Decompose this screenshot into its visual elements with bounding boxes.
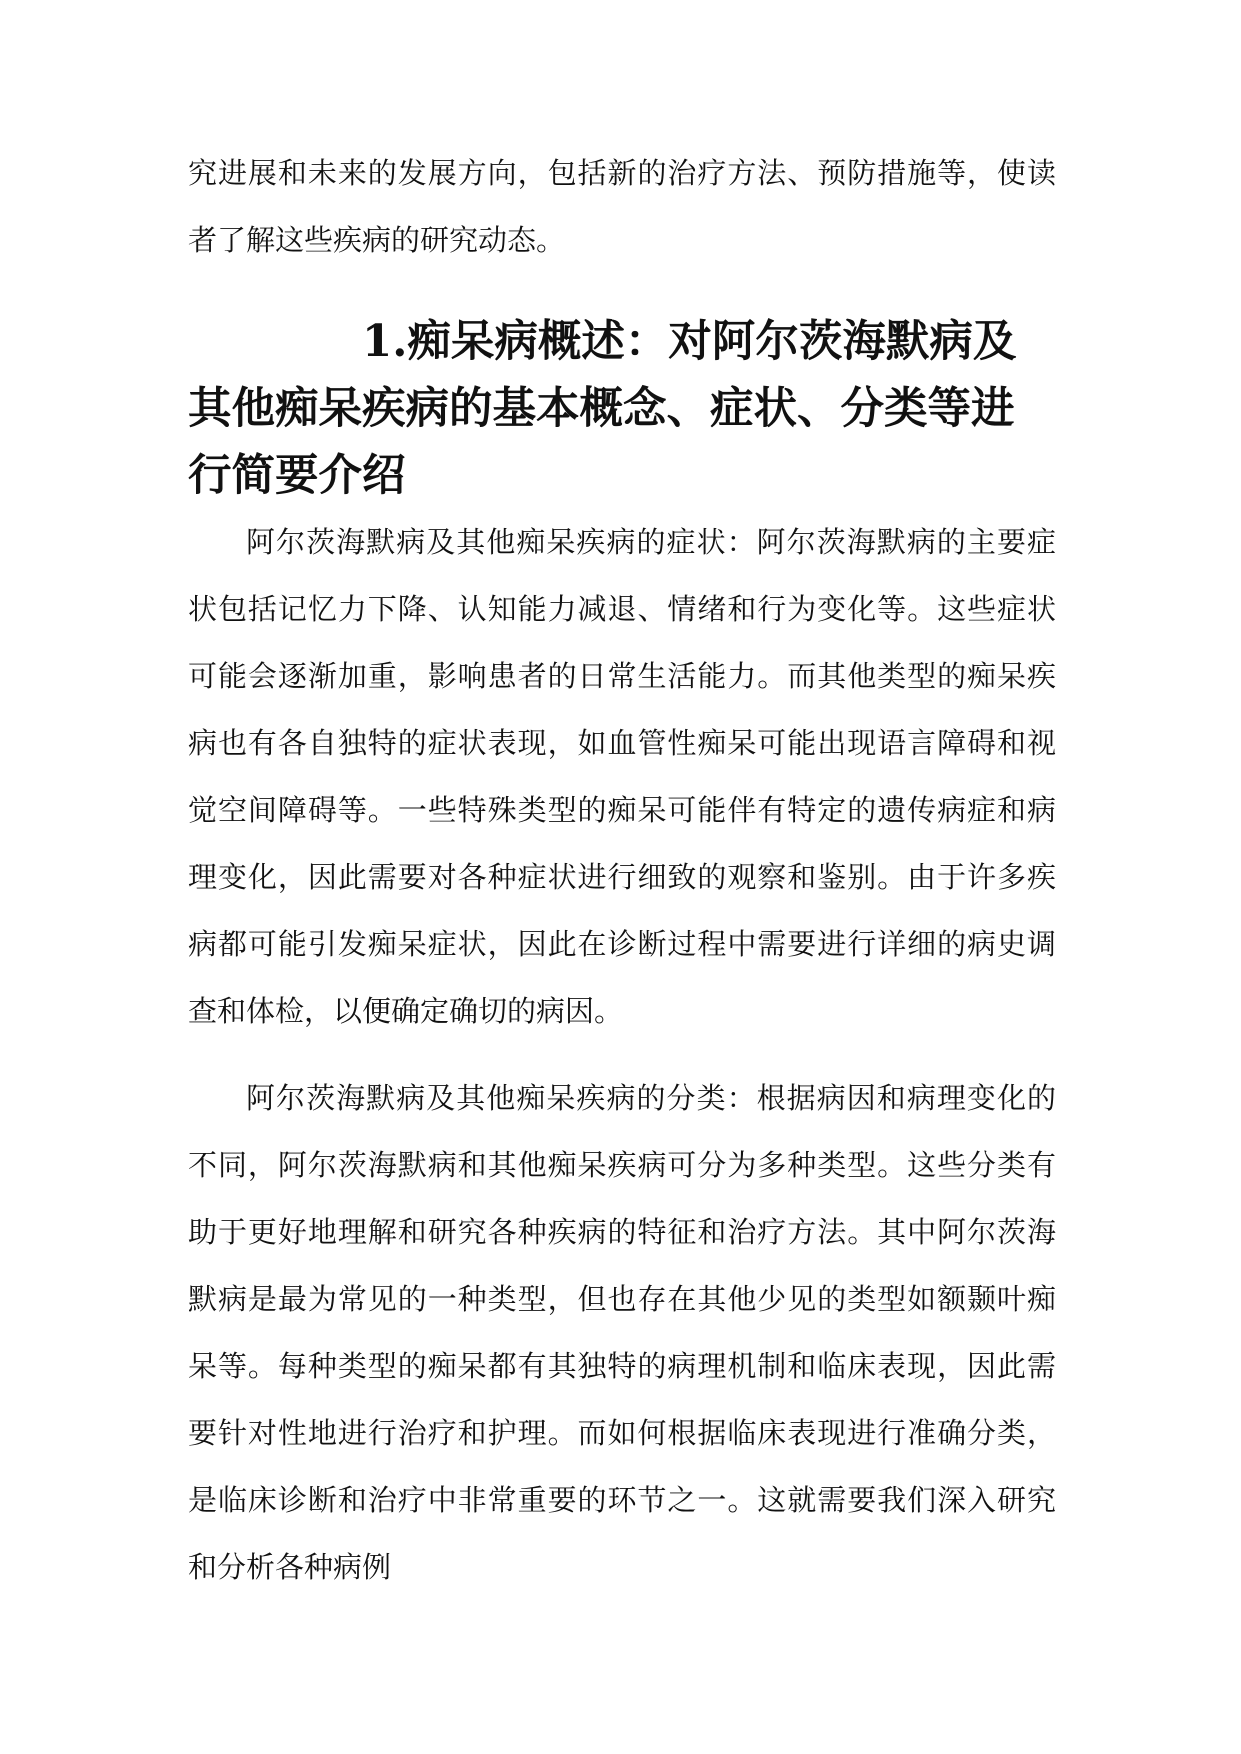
section-heading — [188, 308, 1056, 509]
document-page — [188, 140, 1056, 1601]
section-title: 痴呆病概述：对阿尔茨海默病及其他痴呆疾病的基本概念、症状、分类等进行简要介绍 — [188, 316, 1017, 501]
classification-paragraph: 阿尔茨海默病及其他痴呆疾病的分类：根据病因和病理变化的不同，阿尔茨海默病和其他痴呆疾病可分为多种类型。这些分类有助于更好地理解和研究各种疾病的特征和治疗方法。其中阿尔茨海默病是最为常见的一种类型，但也存在其他少见的类型如额颞叶痴呆等。每种类型的痴呆都有其独特的病理机制和临床表现，因此需要针对性地进行治疗和护理。而如何根据临床表现进行准确分类，是临床诊断和治疗中非常重要的环节之一。这就需要我们深入研究和分析各种病例 — [188, 1081, 1056, 1584]
section-number: 1. — [362, 316, 408, 367]
intro-continuation-paragraph: 究进展和未来的发展方向，包括新的治疗方法、预防措施等，使读者了解这些疾病的研究动态。 — [188, 156, 1056, 257]
symptoms-paragraph: 阿尔茨海默病及其他痴呆疾病的症状：阿尔茨海默病的主要症状包括记忆力下降、认知能力减退、情绪和行为变化等。这些症状可能会逐渐加重，影响患者的日常生活能力。而其他类型的痴呆疾病也有各自独特的症状表现，如血管性痴呆可能出现语言障碍和视觉空间障碍等。一些特殊类型的痴呆可能伴有特定的遗传病症和病理变化，因此需要对各种症状进行细致的观察和鉴别。由于许多疾病都可能引发痴呆症状，因此在诊断过程中需要进行详细的病史调查和体检，以便确定确切的病因。 — [188, 525, 1056, 1028]
